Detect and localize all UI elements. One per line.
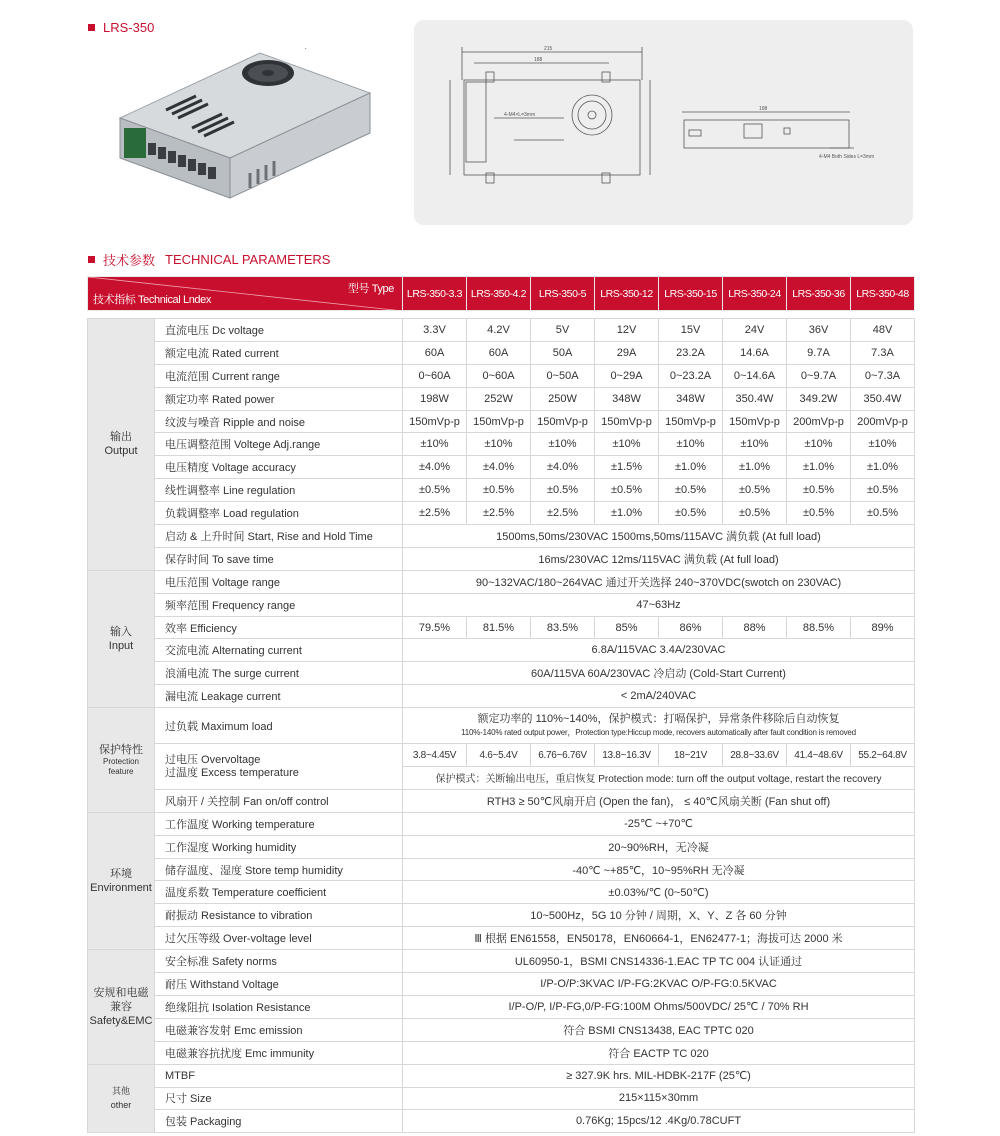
param-label: 风扇开 / 关控制 Fan on/off control <box>155 789 403 812</box>
param-value: ±10% <box>531 433 595 456</box>
table-row <box>88 927 915 950</box>
param-value: ±4.0% <box>403 456 467 479</box>
param-value: 60A <box>467 341 531 364</box>
model-header-cell: LRS-350-48 <box>851 277 915 311</box>
param-label: 工作温度 Working temperature <box>155 812 403 835</box>
param-value: < 2mA/240VAC <box>403 685 915 708</box>
param-value: I/P-O/P:3KVAC I/P-FG:2KVAC O/P-FG:0.5KVAC <box>403 973 915 996</box>
param-value: 55.2~64.8V <box>851 744 915 767</box>
param-value: 250W <box>531 387 595 410</box>
param-value: ±10% <box>403 433 467 456</box>
param-label: 电流范围 Current range <box>155 364 403 387</box>
param-label: 温度系数 Temperature coefficient <box>155 881 403 904</box>
param-value: 13.8~16.3V <box>595 744 659 767</box>
table-row <box>88 387 915 410</box>
param-value: ±0.5% <box>659 479 723 502</box>
param-value: 350.4W <box>723 387 787 410</box>
param-value: 88.5% <box>787 616 851 639</box>
param-value: 4.6~5.4V <box>467 744 531 767</box>
param-value: 349.2W <box>787 387 851 410</box>
param-label: 频率范围 Frequency range <box>155 593 403 616</box>
param-label: 交流电流 Alternating current <box>155 639 403 662</box>
param-value: I/P-O/P, I/P-FG,0/P-FG:100M Ohms/500VDC/ 25℃ / 70% RH <box>403 995 915 1018</box>
param-value: ±1.0% <box>595 502 659 525</box>
param-value: 48V <box>851 319 915 342</box>
param-label: 保存时间 To save time <box>155 547 403 570</box>
table-row <box>88 1018 915 1041</box>
category-en: Protection <box>102 756 140 766</box>
svg-text:4-M4×L=3mm: 4-M4×L=3mm <box>504 112 536 118</box>
output-group <box>88 319 915 571</box>
table-row <box>88 973 915 996</box>
param-label: 电磁兼容抗扰度 Emc immunity <box>155 1041 403 1064</box>
safety-group <box>88 950 915 1064</box>
category-input <box>88 570 155 707</box>
table-row <box>88 593 915 616</box>
param-value: 150mVp-p <box>595 410 659 433</box>
table-row <box>88 858 915 881</box>
table-row <box>88 547 915 570</box>
param-value: 36V <box>787 319 851 342</box>
param-value: ±1.0% <box>723 456 787 479</box>
param-value: 88% <box>723 616 787 639</box>
model-header-cell: LRS-350-12 <box>595 277 659 311</box>
param-value: 215×115×30mm <box>403 1087 915 1110</box>
table-row <box>88 1041 915 1064</box>
param-value: 6.76~6.76V <box>531 744 595 767</box>
param-value: 150mVp-p <box>403 410 467 433</box>
param-value: RTH3 ≥ 50℃风扇开启 (Open the fan)， ≤ 40℃风扇关断 (Fan shut off) <box>403 789 915 812</box>
param-value: 81.5% <box>467 616 531 639</box>
param-value: 12V <box>595 319 659 342</box>
table-row <box>88 708 915 744</box>
param-value: 41.4~48.6V <box>787 744 851 767</box>
param-value: 3.3V <box>403 319 467 342</box>
param-value: ±10% <box>595 433 659 456</box>
param-label: 额定电流 Rated current <box>155 341 403 364</box>
param-value: Ⅲ 根据 EN61558，EN50178，EN60664-1，EN62477-1；海拔可达 2000 米 <box>403 927 915 950</box>
table-row <box>88 1087 915 1110</box>
param-value: ±0.5% <box>787 502 851 525</box>
param-value: 7.3A <box>851 341 915 364</box>
tech-params-title-cn: 技术参数 <box>103 253 156 268</box>
param-value: 16ms/230VAC 12ms/115VAC 满负载 (At full load) <box>403 547 915 570</box>
param-label <box>155 744 403 790</box>
param-value: 18~21V <box>659 744 723 767</box>
table-row <box>88 789 915 812</box>
param-value: 0~9.7A <box>787 364 851 387</box>
param-label: 直流电压 Dc voltage <box>155 319 403 342</box>
category-cn: 安规和电磁 <box>93 986 149 999</box>
svg-text:198: 198 <box>759 106 768 112</box>
param-value: ±0.5% <box>659 502 723 525</box>
table-row <box>88 881 915 904</box>
red-square-bullet <box>88 24 95 31</box>
technical-parameters-table <box>87 276 915 1133</box>
table-row <box>88 433 915 456</box>
param-value: 0~14.6A <box>723 364 787 387</box>
param-value: 6.8A/115VAC 3.4A/230VAC <box>403 639 915 662</box>
param-value: 5V <box>531 319 595 342</box>
param-value: ±2.5% <box>467 502 531 525</box>
table-row <box>88 904 915 927</box>
protection-group <box>88 708 915 813</box>
category-en: Output <box>104 445 138 458</box>
param-value: -40℃ ~+85℃，10~95%RH 无冷凝 <box>403 858 915 881</box>
param-value: 60A/115VA 60A/230VAC 冷启动 (Cold-Start Current) <box>403 662 915 685</box>
param-value: 86% <box>659 616 723 639</box>
param-label: 漏电流 Leakage current <box>155 685 403 708</box>
table-row <box>88 1110 915 1133</box>
param-label: 工作湿度 Working humidity <box>155 835 403 858</box>
param-value: 符合 EACTP TC 020 <box>403 1041 915 1064</box>
param-value: 14.6A <box>723 341 787 364</box>
param-label: 包装 Packaging <box>155 1110 403 1133</box>
param-label: MTBF <box>155 1064 403 1087</box>
param-value: 50A <box>531 341 595 364</box>
category-cn: 环境 <box>110 867 132 880</box>
param-label: 储存温度、湿度 Store temp humidity <box>155 858 403 881</box>
svg-text:215: 215 <box>544 46 553 52</box>
param-value: 85% <box>595 616 659 639</box>
param-value: ±0.5% <box>851 502 915 525</box>
param-label: 额定功率 Rated power <box>155 387 403 410</box>
input-group <box>88 570 915 707</box>
param-value: ±0.5% <box>595 479 659 502</box>
table-row <box>88 812 915 835</box>
param-value: 89% <box>851 616 915 639</box>
param-value: ±0.5% <box>531 479 595 502</box>
model-header-cell: LRS-350-24 <box>723 277 787 311</box>
environment-group <box>88 812 915 949</box>
param-value: 60A <box>403 341 467 364</box>
table-row <box>88 835 915 858</box>
table-row <box>88 341 915 364</box>
param-label: 负载调整率 Load regulation <box>155 502 403 525</box>
param-value: 20~90%RH，无冷凝 <box>403 835 915 858</box>
param-label: 耐压 Withstand Voltage <box>155 973 403 996</box>
model-header-cell: LRS-350-36 <box>787 277 851 311</box>
overtemp-label: 过温度 Excess temperature <box>165 766 299 779</box>
param-value: -25℃ ~+70℃ <box>403 812 915 835</box>
param-value: 79.5% <box>403 616 467 639</box>
param-value: 348W <box>595 387 659 410</box>
table-row <box>88 525 915 548</box>
table-row <box>88 616 915 639</box>
overload-value-cn: 额定功率的 110%~140%，保护模式：打嗝保护，异常条件移除后自动恢复 <box>477 712 840 725</box>
table-row <box>88 319 915 342</box>
param-value: 0~60A <box>467 364 531 387</box>
table-row <box>88 995 915 1018</box>
param-value: 0~60A <box>403 364 467 387</box>
param-label: 耐振动 Resistance to vibration <box>155 904 403 927</box>
category-other <box>88 1064 155 1133</box>
param-label: 电压范围 Voltage range <box>155 570 403 593</box>
param-value: ±2.5% <box>531 502 595 525</box>
param-label: 浪涌电流 The surge current <box>155 662 403 685</box>
table-row <box>88 410 915 433</box>
param-value: 9.7A <box>787 341 851 364</box>
param-label: 尺寸 Size <box>155 1087 403 1110</box>
table-row <box>88 744 915 767</box>
table-row <box>88 570 915 593</box>
param-value: 0~29A <box>595 364 659 387</box>
param-value: 符合 BSMI CNS13438, EAC TPTC 020 <box>403 1018 915 1041</box>
param-label: 线性调整率 Line regulation <box>155 479 403 502</box>
table-row <box>88 685 915 708</box>
product-image <box>100 48 380 208</box>
overload-value-en: 110%-140% rated output power，Protection type:Hiccup mode, recovers automatically after fault condition is removed <box>461 727 856 737</box>
param-label: 过欠压等级 Over-voltage level <box>155 927 403 950</box>
param-value: 90~132VAC/180~264VAC 通过开关选择 240~370VDC(swotch on 230VAC) <box>403 570 915 593</box>
category-cn: 输入 <box>110 625 132 638</box>
param-value: ±1.0% <box>787 456 851 479</box>
param-label: 电压调整范围 Voltege Adj.range <box>155 433 403 456</box>
header-corner-cell <box>88 277 403 311</box>
table-row <box>88 639 915 662</box>
table-row <box>88 950 915 973</box>
product-model-title: LRS-350 <box>103 20 155 35</box>
param-label: 电压精度 Voltage accuracy <box>155 456 403 479</box>
table-spacer <box>88 311 915 319</box>
param-value: 200mVp-p <box>787 410 851 433</box>
param-value: 0~7.3A <box>851 364 915 387</box>
param-value: 200mVp-p <box>851 410 915 433</box>
model-header-cell: LRS-350-15 <box>659 277 723 311</box>
param-value: 28.8~33.6V <box>723 744 787 767</box>
param-value: 23.2A <box>659 341 723 364</box>
overvoltage-label: 过电压 Overvoltage <box>165 753 261 766</box>
tech-params-section-title <box>88 250 330 269</box>
param-value: 350.4W <box>851 387 915 410</box>
category-cn: 兼容 <box>110 1000 132 1013</box>
table-row <box>88 456 915 479</box>
param-value: ±1.0% <box>659 456 723 479</box>
category-en: Environment <box>90 881 152 894</box>
param-value: ±0.5% <box>723 502 787 525</box>
param-value: ±4.0% <box>467 456 531 479</box>
param-value: 1500ms,50ms/230VAC 1500ms,50ms/115AVC 满负载 (At full load) <box>403 525 915 548</box>
category-cn: 输出 <box>110 431 132 444</box>
param-label: 过负载 Maximum load <box>155 708 403 744</box>
model-header-cell: LRS-350-4.2 <box>467 277 531 311</box>
table-row <box>88 364 915 387</box>
param-value: 0~50A <box>531 364 595 387</box>
param-value: ±1.0% <box>851 456 915 479</box>
param-value: 150mVp-p <box>723 410 787 433</box>
param-value <box>403 708 915 744</box>
param-value: 83.5% <box>531 616 595 639</box>
param-value: 150mVp-p <box>659 410 723 433</box>
table-row <box>88 479 915 502</box>
tech-params-title-en: TECHNICAL PARAMETERS <box>165 252 331 267</box>
category-en: Safety&EMC <box>89 1014 153 1027</box>
model-header-cell: LRS-350-3.3 <box>403 277 467 311</box>
param-label: 效率 Efficiency <box>155 616 403 639</box>
param-value: 15V <box>659 319 723 342</box>
category-en: other <box>110 1100 132 1111</box>
svg-text:4-M4 Both Sides L=3mm: 4-M4 Both Sides L=3mm <box>819 154 875 160</box>
param-value: ±0.5% <box>723 479 787 502</box>
param-label: 安全标准 Safety norms <box>155 950 403 973</box>
param-value: ±1.5% <box>595 456 659 479</box>
table-row <box>88 502 915 525</box>
category-protection <box>88 708 155 813</box>
svg-text:188: 188 <box>534 57 543 63</box>
param-value: 150mVp-p <box>467 410 531 433</box>
category-cn: 保护特性 <box>99 743 143 756</box>
param-value: 252W <box>467 387 531 410</box>
category-environment <box>88 812 155 949</box>
param-label: 绝缘阻抗 Isolation Resistance <box>155 995 403 1018</box>
table-row <box>88 1064 915 1087</box>
param-value: ±0.03%/℃ (0~50℃) <box>403 881 915 904</box>
param-label: 纹波与噪音 Ripple and noise <box>155 410 403 433</box>
param-label: 启动 & 上升时间 Start, Rise and Hold Time <box>155 525 403 548</box>
param-value: ±0.5% <box>467 479 531 502</box>
corner-type-label: 型号 Type <box>347 283 394 295</box>
param-value: 4.2V <box>467 319 531 342</box>
param-value: ±2.5% <box>403 502 467 525</box>
category-en: feature <box>108 766 134 776</box>
param-value: 150mVp-p <box>531 410 595 433</box>
red-square-bullet <box>88 256 95 263</box>
param-value: 348W <box>659 387 723 410</box>
param-value: 47~63Hz <box>403 593 915 616</box>
param-value: 24V <box>723 319 787 342</box>
corner-index-label: 技术指标 Technical Lndex <box>93 294 211 306</box>
param-value: ±10% <box>787 433 851 456</box>
param-value: 0.76Kg; 15pcs/12 .4Kg/0.78CUFT <box>403 1110 915 1133</box>
param-value: ±10% <box>467 433 531 456</box>
category-en: Input <box>108 639 134 652</box>
other-group <box>88 1064 915 1133</box>
param-value: ±0.5% <box>851 479 915 502</box>
category-safety <box>88 950 155 1064</box>
param-value: 10~500Hz，5G 10 分钟 / 周期，X、Y、Z 各 60 分钟 <box>403 904 915 927</box>
param-value: 保护模式：关断输出电压，重启恢复 Protection mode: turn off the output voltage, restart the recovery <box>403 767 915 790</box>
param-value: 198W <box>403 387 467 410</box>
param-value: 0~23.2A <box>659 364 723 387</box>
dimension-drawing-panel <box>414 20 913 225</box>
param-value: ±10% <box>659 433 723 456</box>
table-row <box>88 662 915 685</box>
category-output <box>88 319 155 571</box>
model-header-cell: LRS-350-5 <box>531 277 595 311</box>
model-header-row <box>88 277 915 311</box>
param-label: 电磁兼容发射 Emc emission <box>155 1018 403 1041</box>
param-value: 29A <box>595 341 659 364</box>
param-value: ±4.0% <box>531 456 595 479</box>
param-value: ±0.5% <box>787 479 851 502</box>
category-cn: 其他 <box>111 1086 130 1097</box>
param-value: 3.8~4.45V <box>403 744 467 767</box>
param-value: ±10% <box>851 433 915 456</box>
product-section-title <box>88 20 154 35</box>
param-value: ≥ 327.9K hrs. MIL-HDBK-217F (25℃) <box>403 1064 915 1087</box>
param-value: UL60950-1，BSMI CNS14336-1.EAC TP TC 004 认证通过 <box>403 950 915 973</box>
param-value: ±10% <box>723 433 787 456</box>
param-value: ±0.5% <box>403 479 467 502</box>
